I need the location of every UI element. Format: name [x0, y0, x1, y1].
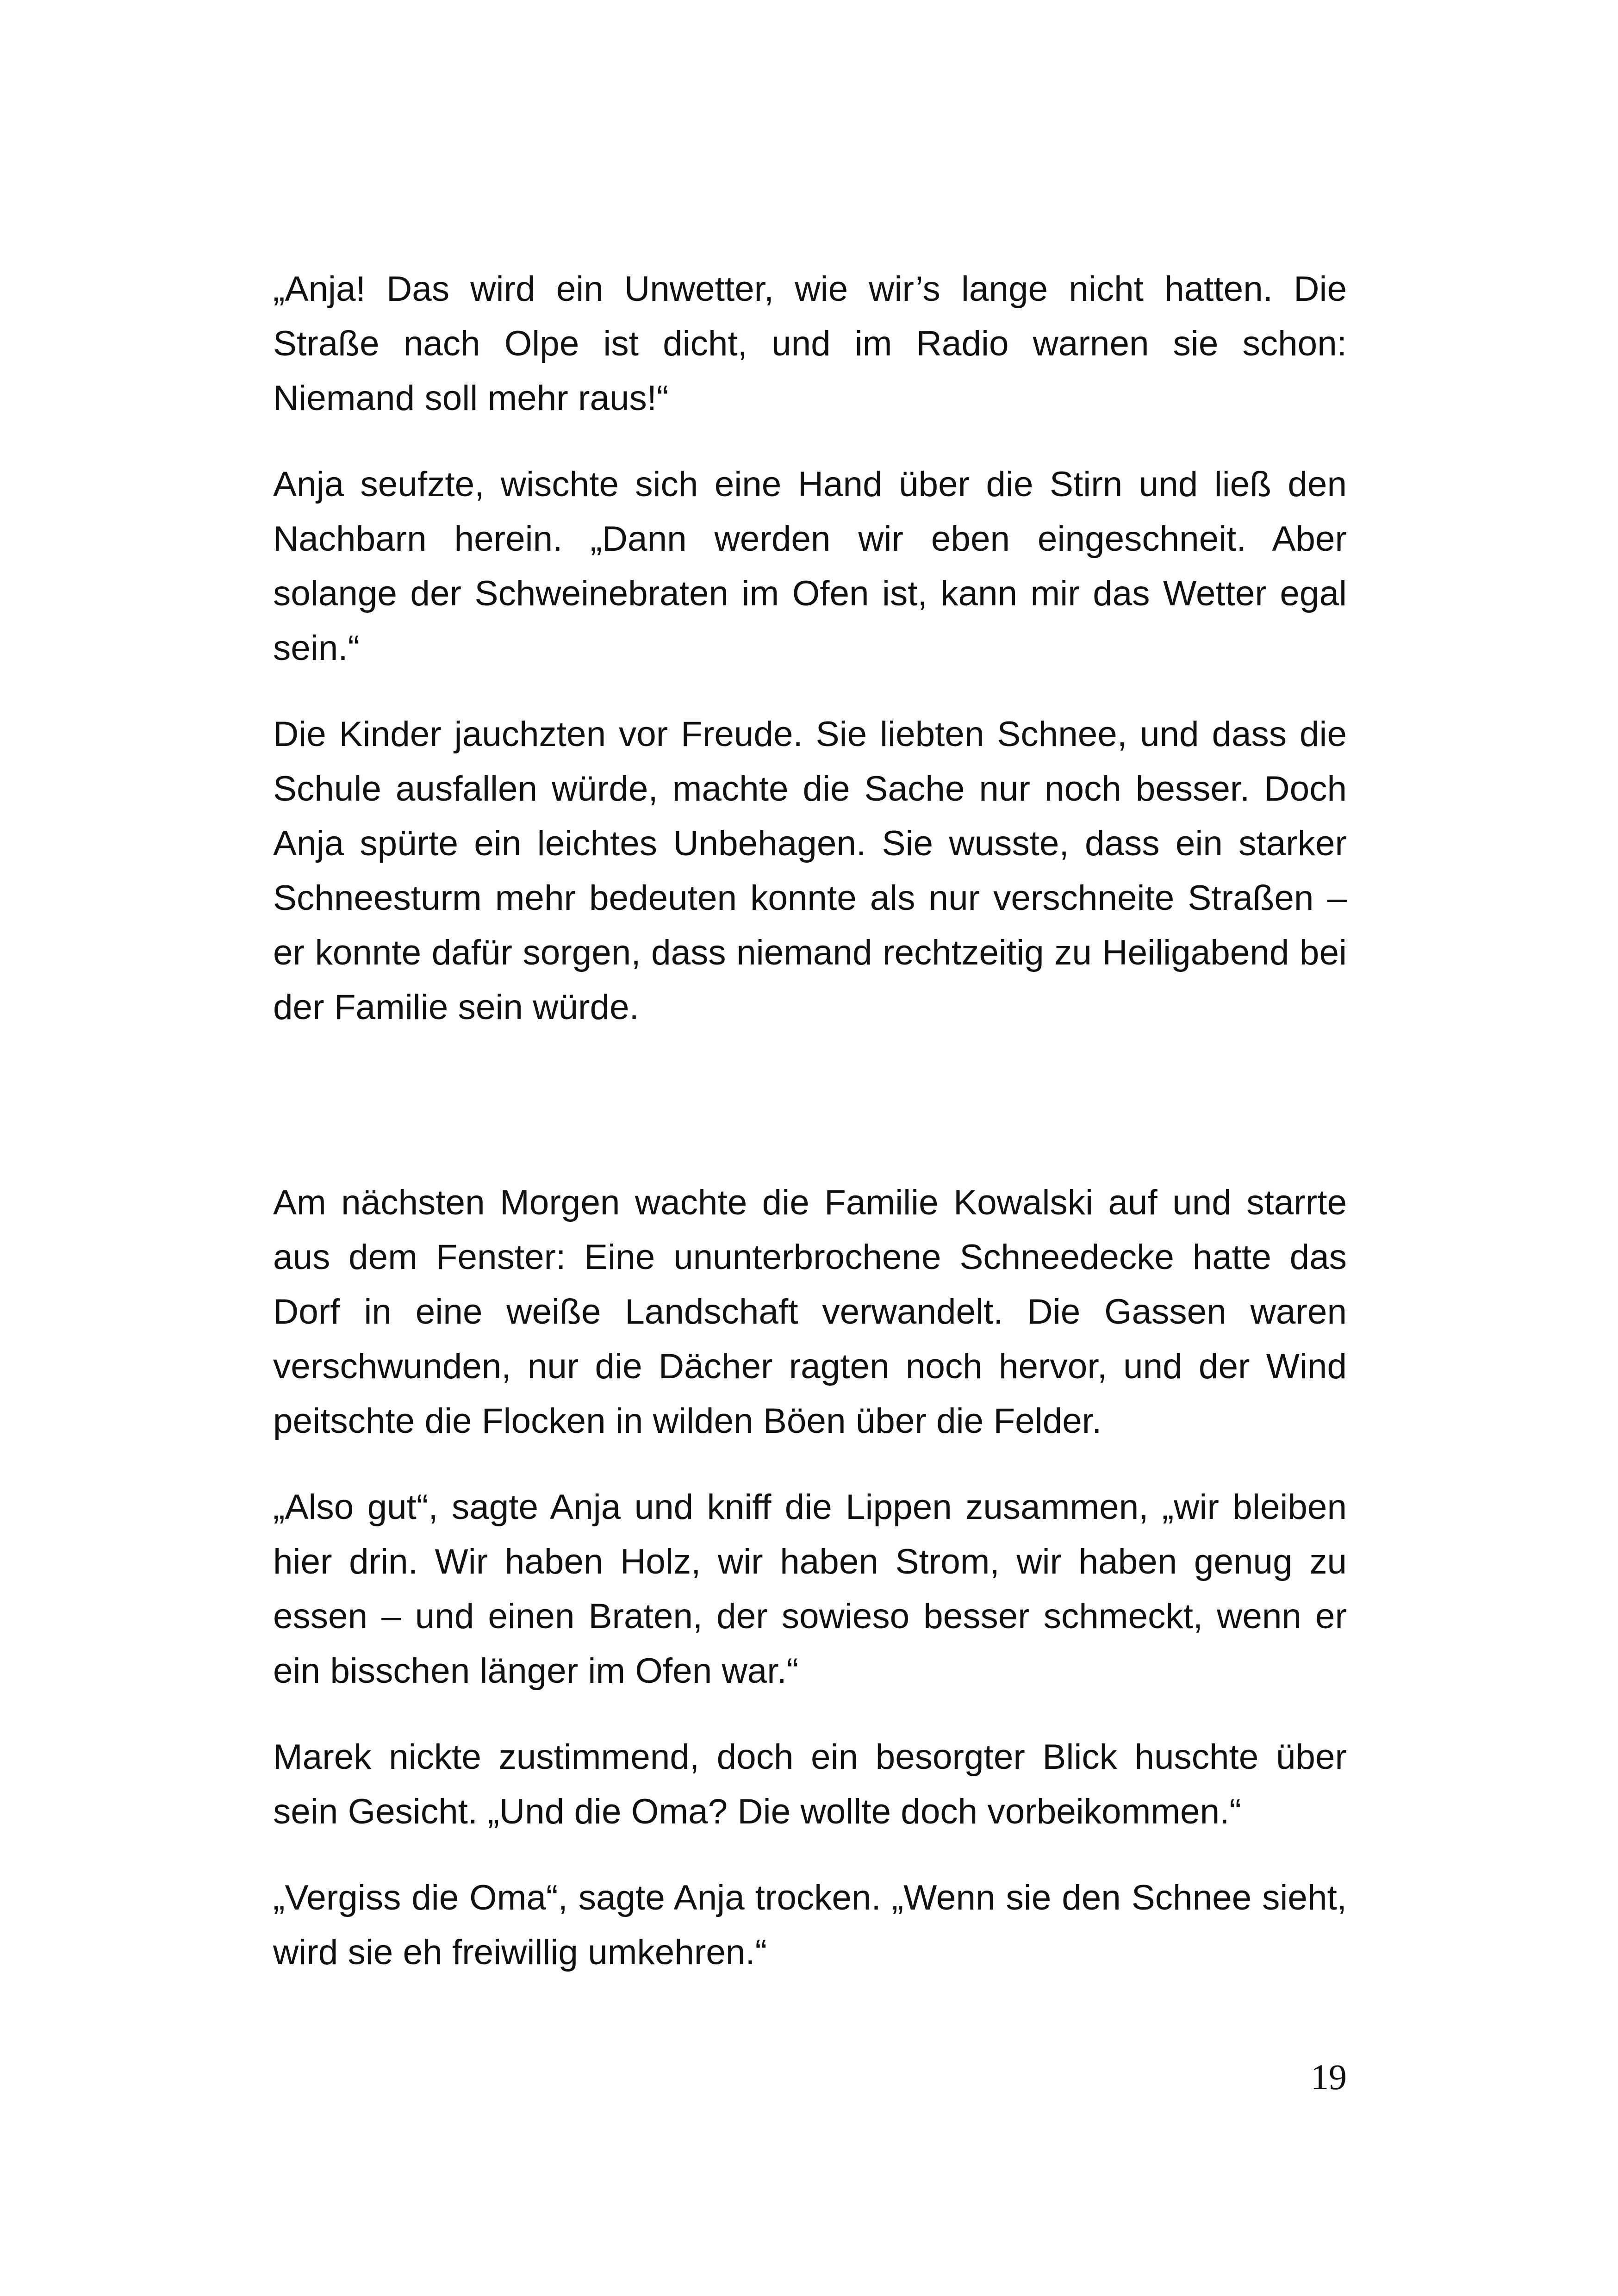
- paragraph-5: „Also gut“, sagte Anja und kniff die Lippen zusammen, „wir bleiben hier drin. Wir haben Holz, wir haben Strom, wir haben genug zu essen – und einen Braten, der sowieso besser schmeckt, wenn er ein bisschen länger im Ofen war.“: [273, 1487, 1347, 1691]
- page-number: 19: [1311, 2057, 1347, 2097]
- body-text: [273, 262, 1347, 2011]
- paragraph-6: Marek nickte zustimmend, doch ein besorgter Blick huschte über sein Gesicht. „Und die Oma? Die wollte doch vorbeikommen.“: [273, 1737, 1347, 1831]
- paragraph-1: „Anja! Das wird ein Unwetter, wie wir’s lange nicht hatten. Die Straße nach Olpe ist dicht, und im Radio warnen sie schon: Niemand soll mehr raus!“: [273, 269, 1347, 418]
- paragraph-3: Die Kinder jauchzten vor Freude. Sie liebten Schnee, und dass die Schule ausfallen würde, machte die Sache nur noch besser. Doch Anja spürte ein leichtes Unbehagen. Sie wusste, dass ein starker Schneesturm mehr bedeuten konnte als nur verschneite Straßen – er konnte dafür sorgen, dass niemand rechtzeitig zu Heiligabend bei der Familie sein würde.: [273, 715, 1347, 1027]
- paragraph-7: „Vergiss die Oma“, sagte Anja trocken. „Wenn sie den Schnee sieht, wird sie eh freiwillig umkehren.“: [273, 1878, 1347, 1972]
- paragraph-2: Anja seufzte, wischte sich eine Hand über die Stirn und ließ den Nachbarn herein. „Dann werden wir eben eingeschneit. Aber solange der Schweinebraten im Ofen ist, kann mir das Wetter egal sein.“: [273, 465, 1347, 668]
- paragraph-4: Am nächsten Morgen wachte die Familie Kowalski auf und starrte aus dem Fenster: Eine ununterbrochene Schneedecke hatte das Dorf in eine weiße Landschaft verwandelt. Die Gassen waren verschwunden, nur die Dächer ragten noch hervor, und der Wind peitschte die Flocken in wilden Böen über die Felder.: [273, 1183, 1347, 1441]
